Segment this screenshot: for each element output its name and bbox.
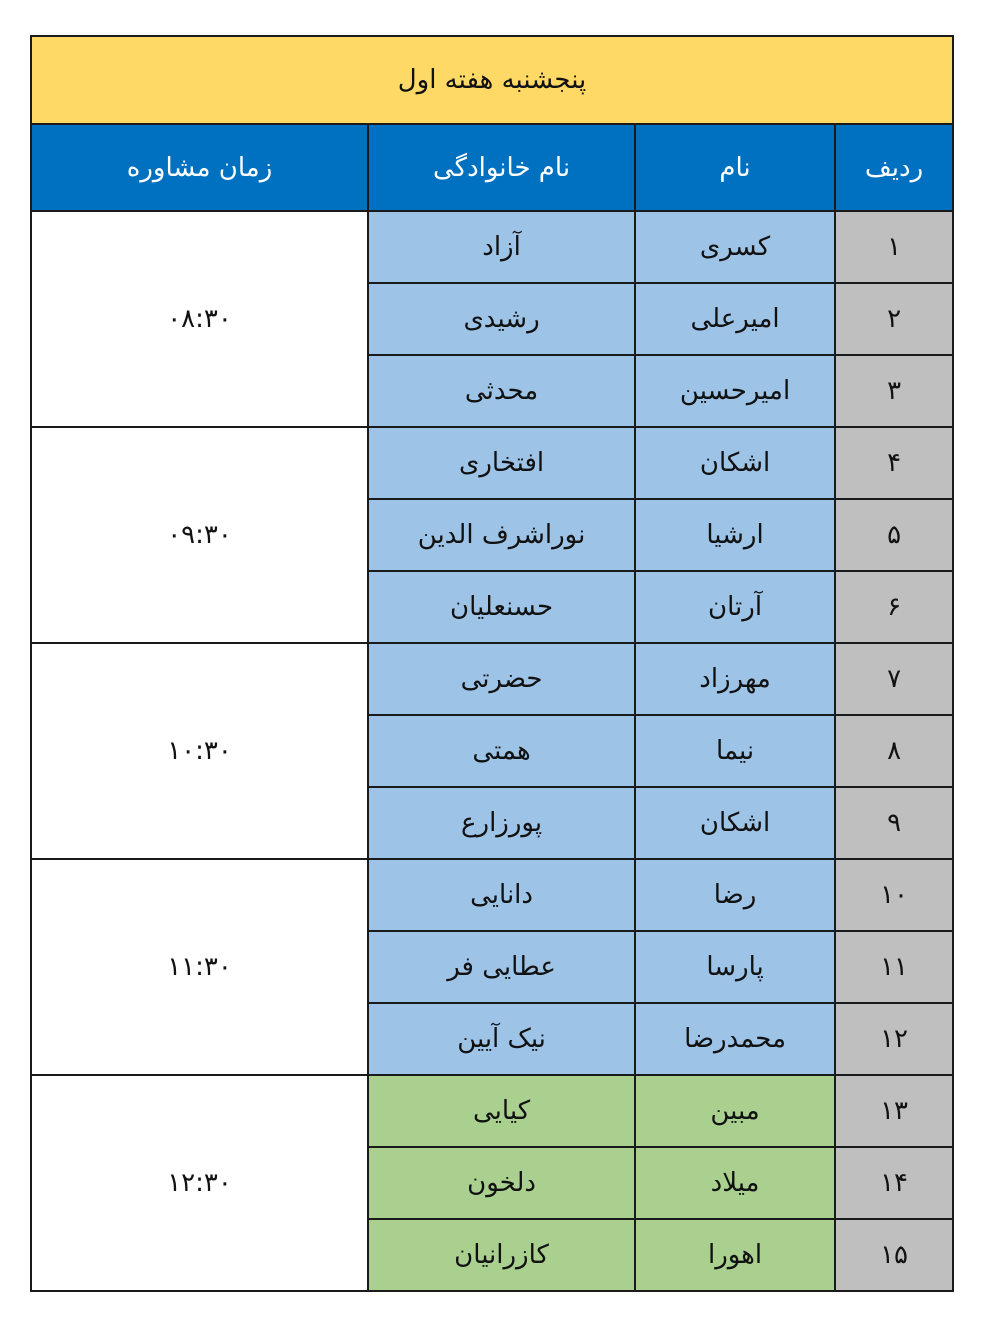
row-index: ۸ (835, 715, 953, 787)
row-index: ۱۰ (835, 859, 953, 931)
first-name-cell: مهرزاد (635, 643, 835, 715)
last-name-cell: آزاد (368, 211, 635, 283)
first-name-cell: ارشیا (635, 499, 835, 571)
first-name-cell: اشکان (635, 427, 835, 499)
row-index: ۲ (835, 283, 953, 355)
row-index: ۱ (835, 211, 953, 283)
last-name-cell: نیک آیین (368, 1003, 635, 1075)
header-last-name: نام خانوادگی (368, 124, 635, 211)
time-slot-cell: ۰۸:۳۰ (31, 211, 368, 427)
schedule-table (30, 35, 954, 1292)
table-row (31, 427, 953, 499)
last-name-cell: حضرتی (368, 643, 635, 715)
first-name-cell: آرتان (635, 571, 835, 643)
last-name-cell: کازرانیان (368, 1219, 635, 1291)
last-name-cell: عطایی فر (368, 931, 635, 1003)
table-row (31, 211, 953, 283)
last-name-cell: دانایی (368, 859, 635, 931)
row-index: ۶ (835, 571, 953, 643)
last-name-cell: دلخون (368, 1147, 635, 1219)
time-slot-cell: ۱۲:۳۰ (31, 1075, 368, 1291)
header-row (31, 124, 953, 211)
table-row (31, 859, 953, 931)
last-name-cell: همتی (368, 715, 635, 787)
last-name-cell: حسنعلیان (368, 571, 635, 643)
first-name-cell: کسری (635, 211, 835, 283)
first-name-cell: مبین (635, 1075, 835, 1147)
time-slot-cell: ۰۹:۳۰ (31, 427, 368, 643)
first-name-cell: اهورا (635, 1219, 835, 1291)
row-index: ۳ (835, 355, 953, 427)
last-name-cell: افتخاری (368, 427, 635, 499)
title-row (31, 36, 953, 124)
last-name-cell: کیایی (368, 1075, 635, 1147)
first-name-cell: امیرحسین (635, 355, 835, 427)
row-index: ۴ (835, 427, 953, 499)
first-name-cell: محمدرضا (635, 1003, 835, 1075)
first-name-cell: میلاد (635, 1147, 835, 1219)
table-title: پنجشنبه هفته اول (31, 36, 953, 124)
row-index: ۱۳ (835, 1075, 953, 1147)
row-index: ۱۲ (835, 1003, 953, 1075)
first-name-cell: امیرعلی (635, 283, 835, 355)
last-name-cell: رشیدی (368, 283, 635, 355)
header-index: ردیف (835, 124, 953, 211)
row-index: ۱۴ (835, 1147, 953, 1219)
row-index: ۱۱ (835, 931, 953, 1003)
first-name-cell: رضا (635, 859, 835, 931)
table-row (31, 1075, 953, 1147)
row-index: ۱۵ (835, 1219, 953, 1291)
header-time: زمان مشاوره (31, 124, 368, 211)
last-name-cell: نوراشرف الدین (368, 499, 635, 571)
row-index: ۹ (835, 787, 953, 859)
table-row (31, 643, 953, 715)
last-name-cell: پورزارع (368, 787, 635, 859)
time-slot-cell: ۱۱:۳۰ (31, 859, 368, 1075)
first-name-cell: پارسا (635, 931, 835, 1003)
header-first-name: نام (635, 124, 835, 211)
time-slot-cell: ۱۰:۳۰ (31, 643, 368, 859)
row-index: ۷ (835, 643, 953, 715)
first-name-cell: نیما (635, 715, 835, 787)
last-name-cell: محدثی (368, 355, 635, 427)
first-name-cell: اشکان (635, 787, 835, 859)
row-index: ۵ (835, 499, 953, 571)
